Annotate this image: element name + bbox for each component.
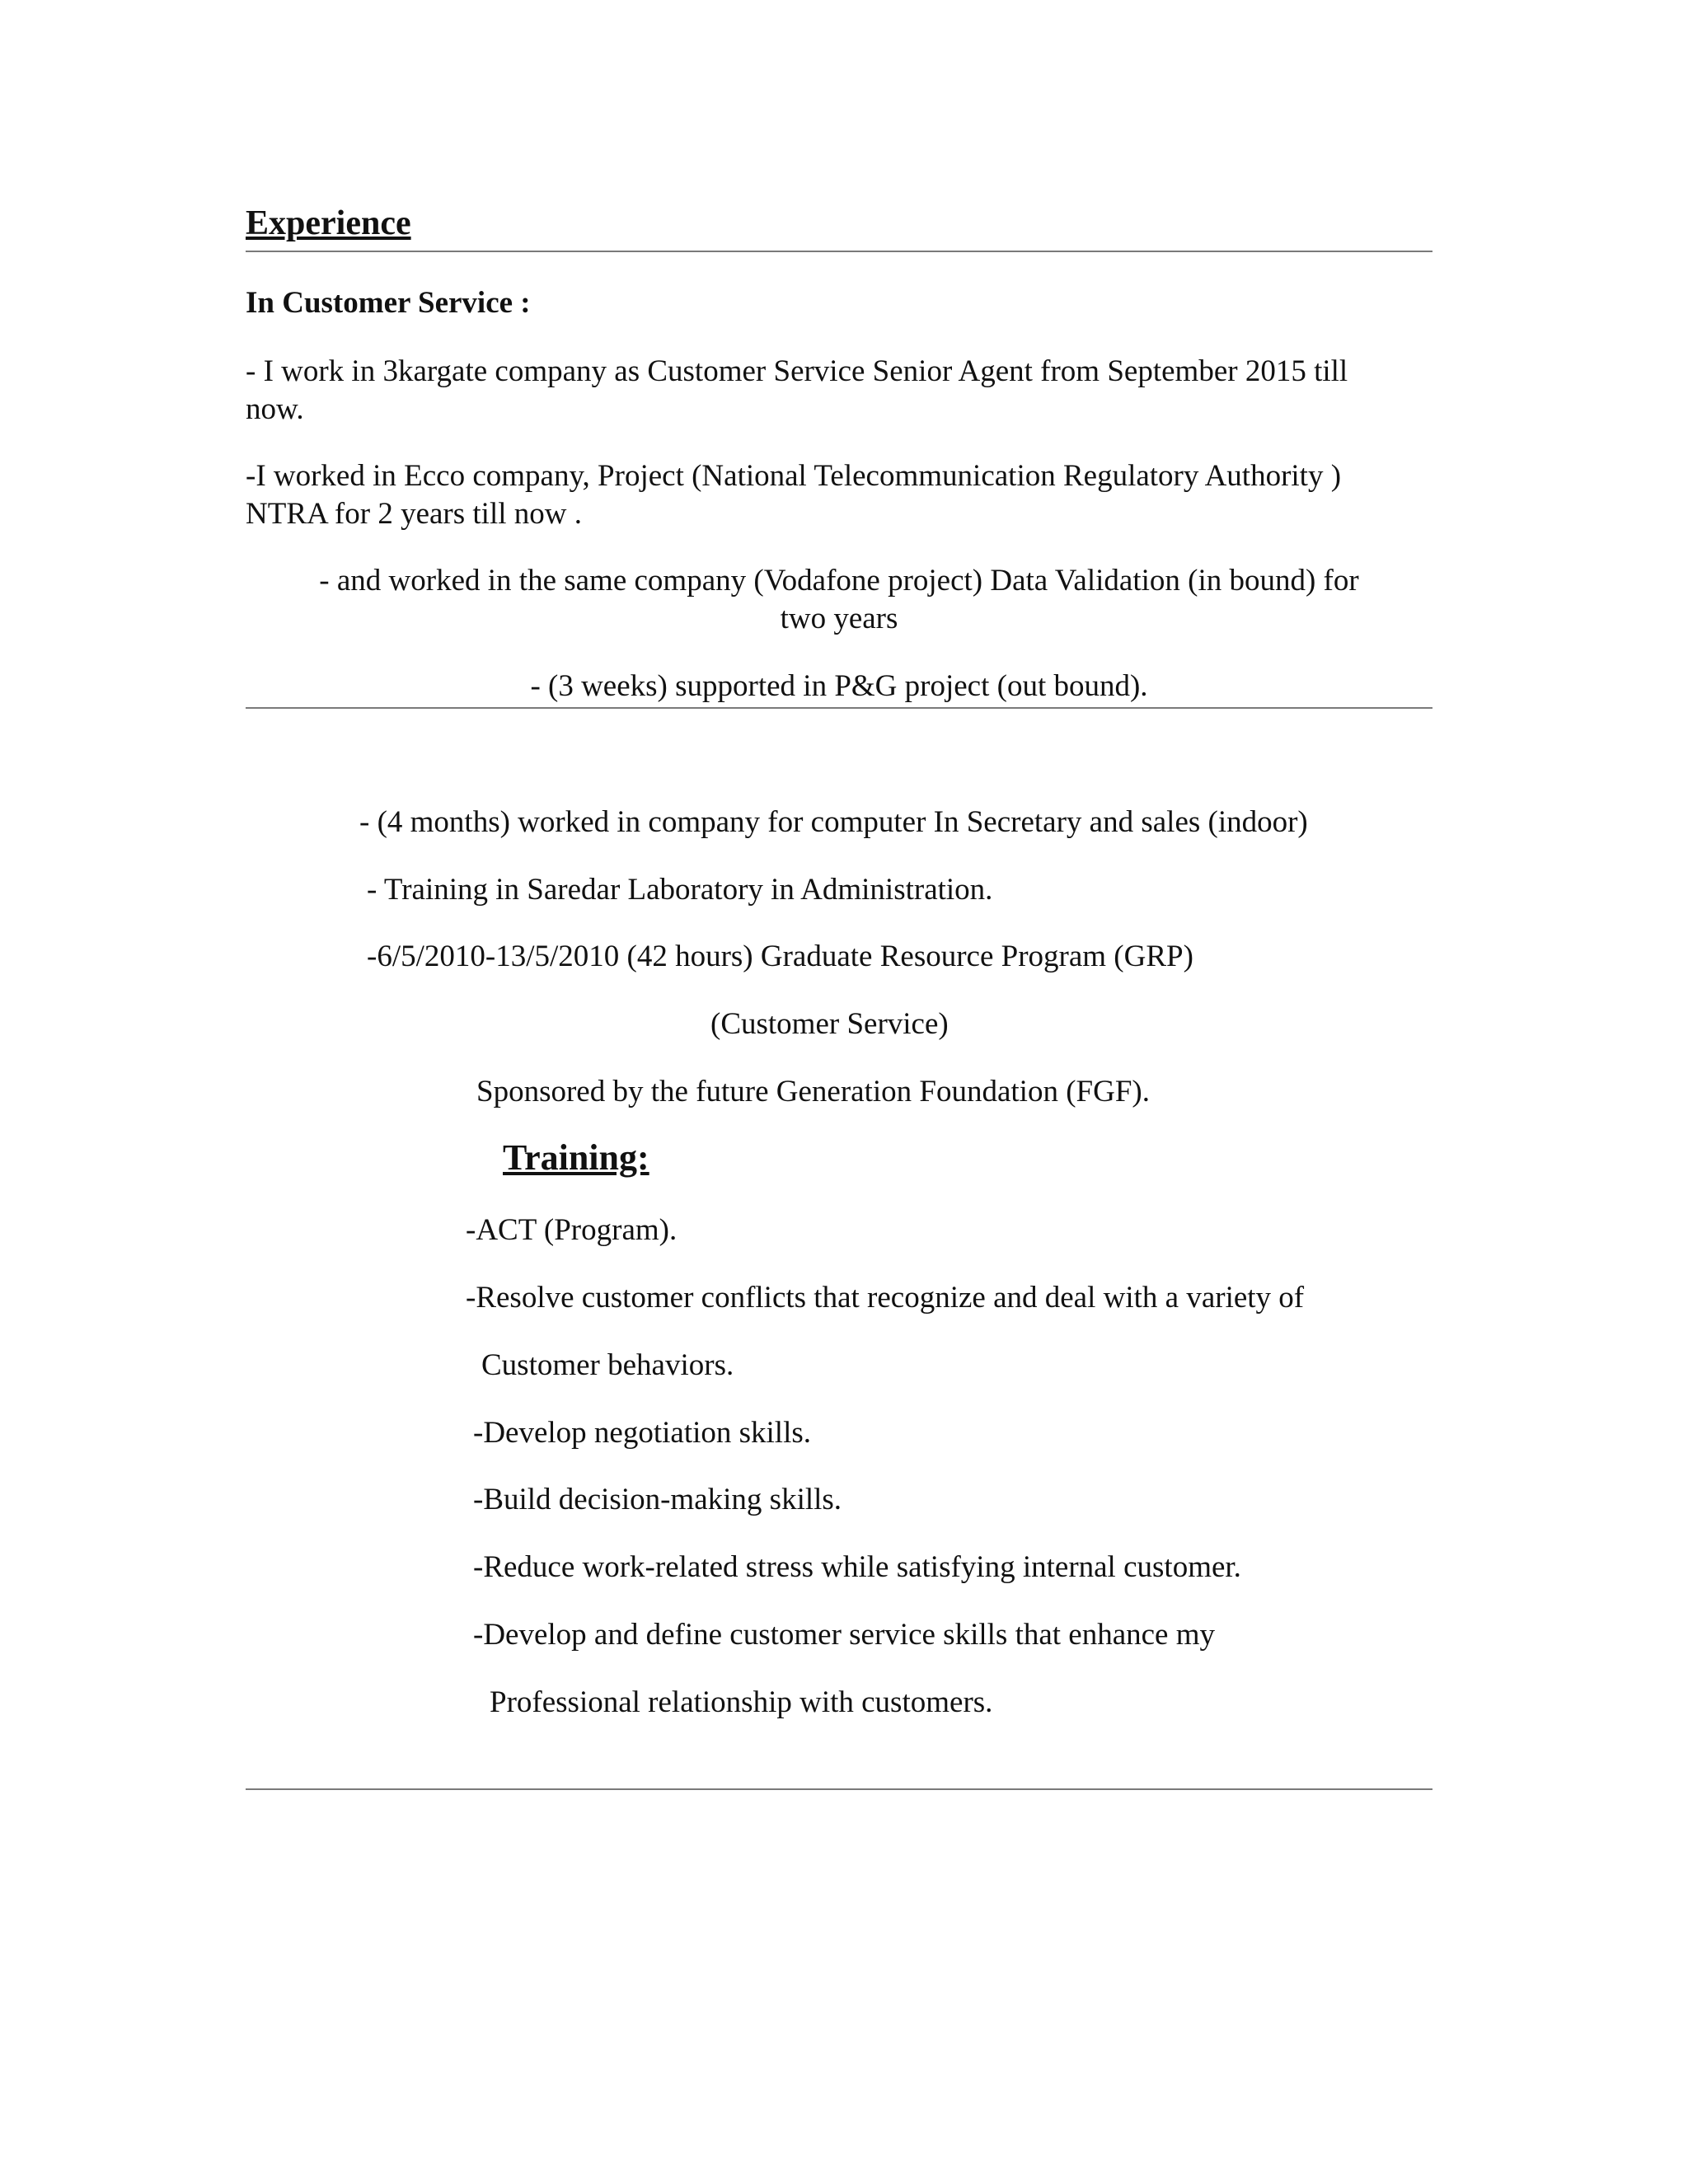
experience-heading: Experience (246, 204, 411, 242)
experience-item-line: NTRA for 2 years till now . (246, 497, 582, 531)
section-divider (246, 707, 1432, 709)
experience-item-line: Sponsored by the future Generation Foundation (FGF). (476, 1075, 1150, 1108)
experience-item-line: - (3 weeks) supported in P&G project (out bound). (530, 669, 1148, 703)
experience-item-line: - and worked in the same company (Vodafone project) Data Validation (in bound) for (319, 564, 1359, 598)
training-item: -Develop negotiation skills. (473, 1416, 812, 1450)
experience-item-line: - (4 months) worked in company for computer In Secretary and sales (indoor) (359, 805, 1308, 839)
experience-item-line: - I work in 3kargate company as Customer Service Senior Agent from September 2015 till (246, 354, 1348, 388)
experience-item-line: now. (246, 392, 304, 426)
experience-item-line: - Training in Saredar Laboratory in Administration. (367, 873, 993, 907)
training-heading: Training: (503, 1137, 649, 1178)
training-item: -Resolve customer conflicts that recognize and deal with a variety of (466, 1281, 1305, 1315)
experience-item-line: -6/5/2010-13/5/2010 (42 hours) Graduate Resource Program (GRP) (367, 940, 1193, 973)
section-divider (246, 251, 1432, 252)
training-item: Professional relationship with customers. (490, 1685, 993, 1719)
experience-item-line: -I worked in Ecco company, Project (National Telecommunication Regulatory Authority ) (246, 459, 1342, 493)
customer-service-subheading: In Customer Service : (246, 286, 531, 320)
training-item: -Reduce work-related stress while satisfying internal customer. (473, 1550, 1241, 1584)
experience-item-line: two years (780, 602, 898, 635)
training-item: -Build decision-making skills. (473, 1483, 842, 1516)
training-item: Customer behaviors. (481, 1348, 734, 1382)
section-divider (246, 1788, 1432, 1790)
training-item: -ACT (Program). (466, 1213, 678, 1247)
experience-item-line: (Customer Service) (710, 1007, 949, 1041)
training-item: -Develop and define customer service skills that enhance my (473, 1618, 1216, 1652)
